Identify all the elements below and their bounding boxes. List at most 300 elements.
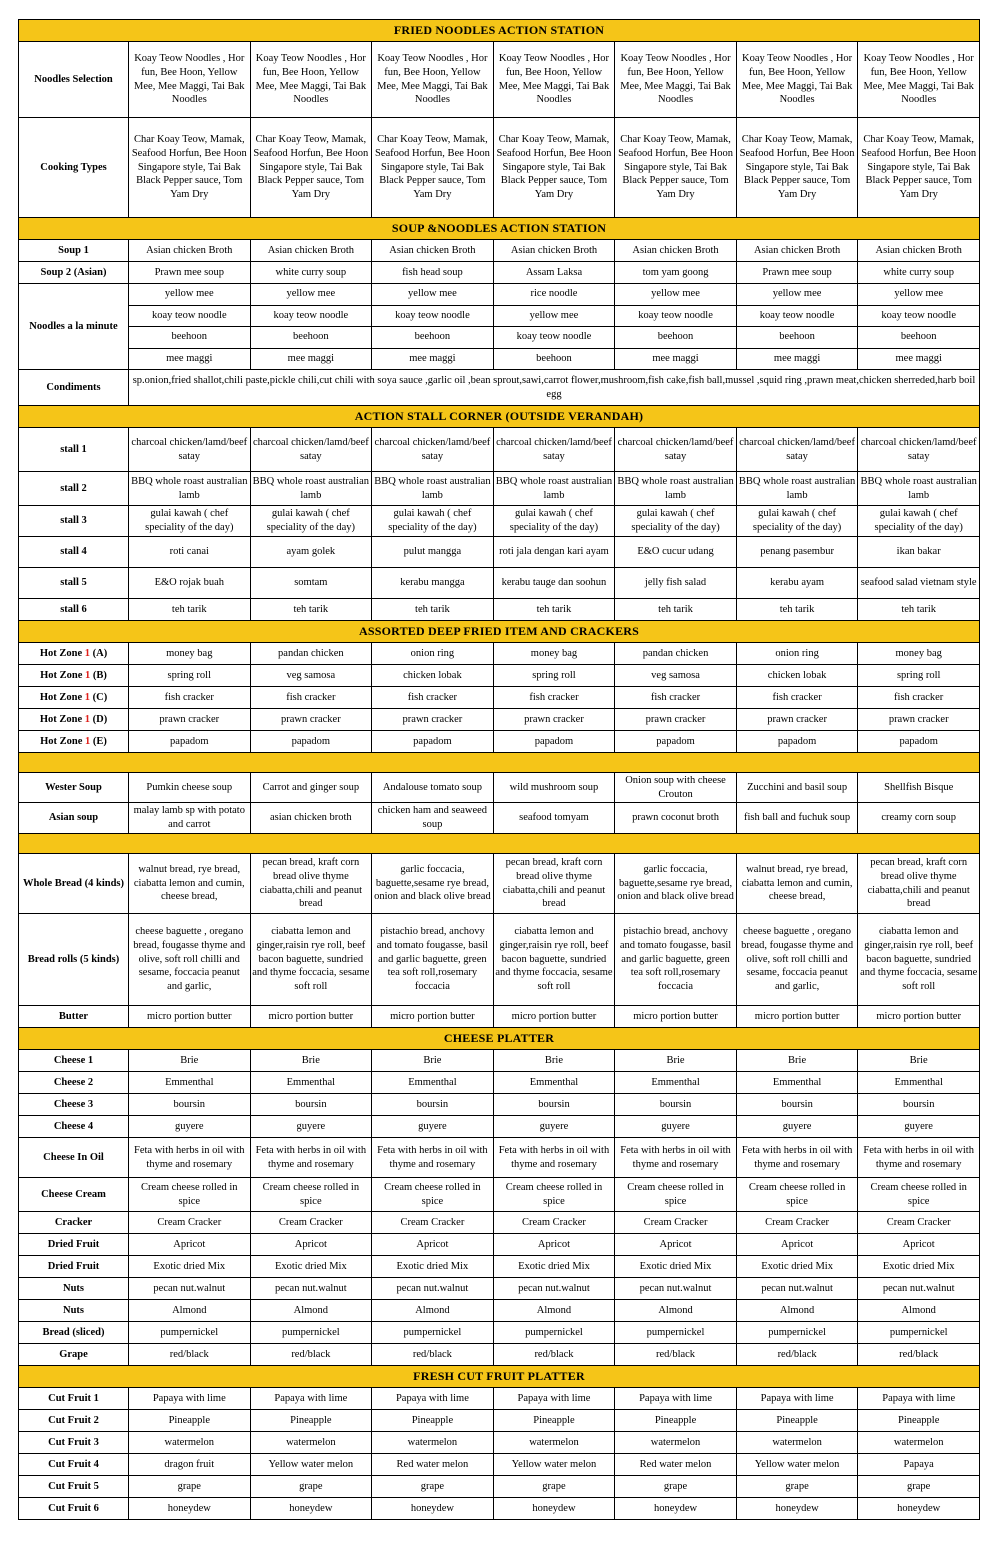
menu-row	[19, 1178, 980, 1212]
hot-zone-prefix: Hot Zone	[39, 647, 85, 659]
menu-cell: pumpernickel	[129, 1322, 251, 1344]
menu-cell: yellow mee	[736, 284, 858, 306]
menu-row	[19, 428, 980, 472]
menu-cell: cheese baguette , oregano bread, fougasse thyme and olive, soft roll chilli and sesame, foccacia peanut and garlic,	[736, 914, 858, 1006]
menu-cell: Shellfish Bisque	[858, 773, 980, 803]
menu-row	[19, 568, 980, 599]
menu-cell: somtam	[250, 568, 372, 599]
menu-cell: Brie	[736, 1050, 858, 1072]
menu-row	[19, 803, 980, 834]
menu-cell: fish cracker	[615, 687, 737, 709]
menu-cell: malay lamb sp with potato and carrot	[129, 803, 251, 834]
section-title: ACTION STALL CORNER (OUTSIDE VERANDAH)	[19, 406, 980, 428]
menu-cell: fish ball and fuchuk soup	[736, 803, 858, 834]
row-label	[19, 731, 129, 753]
menu-cell: Almond	[615, 1300, 737, 1322]
menu-cell: red/black	[250, 1344, 372, 1366]
menu-cell: Asian chicken Broth	[250, 240, 372, 262]
menu-cell: kerabu mangga	[372, 568, 494, 599]
menu-row	[19, 1138, 980, 1178]
menu-cell: Feta with herbs in oil with thyme and rosemary	[858, 1138, 980, 1178]
menu-cell: seafood tomyam	[493, 803, 615, 834]
menu-cell: papadom	[129, 731, 251, 753]
menu-cell: mee maggi	[129, 348, 251, 370]
section-spacer	[19, 834, 980, 854]
menu-cell: prawn cracker	[493, 709, 615, 731]
menu-row	[19, 687, 980, 709]
menu-cell: Almond	[250, 1300, 372, 1322]
menu-cell: charcoal chicken/lamd/beef satay	[493, 428, 615, 472]
menu-cell: Exotic dried Mix	[736, 1256, 858, 1278]
menu-cell: Brie	[493, 1050, 615, 1072]
menu-cell: mee maggi	[858, 348, 980, 370]
menu-cell: Papaya with lime	[858, 1388, 980, 1410]
menu-cell: Papaya with lime	[736, 1388, 858, 1410]
menu-cell: Emmenthal	[372, 1072, 494, 1094]
section-header-row	[19, 218, 980, 240]
hot-zone-prefix: Hot Zone	[40, 669, 86, 681]
menu-cell: papadom	[736, 731, 858, 753]
menu-cell: creamy corn soup	[858, 803, 980, 834]
menu-cell: watermelon	[372, 1432, 494, 1454]
row-label	[19, 665, 129, 687]
menu-cell: Almond	[858, 1300, 980, 1322]
menu-cell: red/black	[129, 1344, 251, 1366]
row-label: stall 5	[19, 568, 129, 599]
menu-cell: Cream Cracker	[493, 1212, 615, 1234]
menu-cell: grape	[250, 1476, 372, 1498]
menu-cell: Cream Cracker	[615, 1212, 737, 1234]
menu-row	[19, 1212, 980, 1234]
section-title: ASSORTED DEEP FRIED ITEM AND CRACKERS	[19, 621, 980, 643]
menu-cell: Koay Teow Noodles , Hor fun, Bee Hoon, Yellow Mee, Mee Maggi, Tai Bak Noodles	[129, 42, 251, 118]
menu-cell: pandan chicken	[250, 643, 372, 665]
menu-cell: Papaya with lime	[250, 1388, 372, 1410]
row-label	[19, 709, 129, 731]
menu-cell: honeydew	[372, 1498, 494, 1520]
menu-cell: teh tarik	[250, 599, 372, 621]
menu-row	[19, 1072, 980, 1094]
menu-cell: Asian chicken Broth	[129, 240, 251, 262]
menu-cell: Asian chicken Broth	[493, 240, 615, 262]
menu-row	[19, 1498, 980, 1520]
section-header-row	[19, 834, 980, 854]
row-label: stall 1	[19, 428, 129, 472]
menu-cell: Emmenthal	[129, 1072, 251, 1094]
menu-cell: Char Koay Teow, Mamak, Seafood Horfun, Bee Hoon Singapore style, Tai Bak Black Pepper sauce, Tom Yam Dry	[250, 118, 372, 218]
row-label: Whole Bread (4 kinds)	[19, 854, 129, 914]
menu-cell: micro portion butter	[858, 1006, 980, 1028]
menu-cell: pecan bread, kraft corn bread olive thyme ciabatta,chili and peanut bread	[858, 854, 980, 914]
hot-zone-number: 1	[84, 713, 90, 725]
menu-cell: Apricot	[129, 1234, 251, 1256]
menu-cell: Pineapple	[736, 1410, 858, 1432]
section-title: CHEESE PLATTER	[19, 1028, 980, 1050]
menu-cell: micro portion butter	[372, 1006, 494, 1028]
menu-cell: Papaya with lime	[129, 1388, 251, 1410]
menu-cell: asian chicken broth	[250, 803, 372, 834]
menu-cell: fish head soup	[372, 262, 494, 284]
menu-cell: Exotic dried Mix	[858, 1256, 980, 1278]
menu-cell: Apricot	[250, 1234, 372, 1256]
menu-cell: Apricot	[858, 1234, 980, 1256]
menu-cell: yellow mee	[372, 284, 494, 306]
menu-row	[19, 1432, 980, 1454]
row-label: stall 4	[19, 537, 129, 568]
menu-cell: Emmenthal	[615, 1072, 737, 1094]
row-label: stall 3	[19, 506, 129, 537]
menu-cell: micro portion butter	[129, 1006, 251, 1028]
menu-cell: Apricot	[372, 1234, 494, 1256]
hot-zone-suffix: (D)	[89, 713, 108, 725]
menu-cell: Cream Cracker	[372, 1212, 494, 1234]
menu-cell: guyere	[736, 1116, 858, 1138]
menu-cell: teh tarik	[858, 599, 980, 621]
menu-cell: Zucchini and basil soup	[736, 773, 858, 803]
menu-cell: charcoal chicken/lamd/beef satay	[250, 428, 372, 472]
menu-cell: prawn cracker	[858, 709, 980, 731]
menu-cell: fish cracker	[736, 687, 858, 709]
menu-cell: yellow mee	[858, 284, 980, 306]
menu-cell: pistachio bread, anchovy and tomato fougasse, basil and garlic baguette, green tea soft roll,rosemary foccacia	[615, 914, 737, 1006]
menu-cell: pumpernickel	[493, 1322, 615, 1344]
menu-cell: cheese baguette , oregano bread, fougasse thyme and olive, soft roll chilli and sesame, foccacia peanut and garlic,	[129, 914, 251, 1006]
menu-cell: pistachio bread, anchovy and tomato fougasse, basil and garlic baguette, green tea soft roll,rosemary foccacia	[372, 914, 494, 1006]
menu-row	[19, 1234, 980, 1256]
menu-cell: Feta with herbs in oil with thyme and rosemary	[493, 1138, 615, 1178]
menu-row	[19, 1006, 980, 1028]
section-title: FRIED NOODLES ACTION STATION	[19, 20, 980, 42]
menu-cell: honeydew	[129, 1498, 251, 1520]
condiments-row	[19, 370, 980, 406]
menu-cell: red/black	[615, 1344, 737, 1366]
menu-row	[19, 854, 980, 914]
menu-cell: guyere	[493, 1116, 615, 1138]
menu-cell: prawn cracker	[250, 709, 372, 731]
menu-cell: Asian chicken Broth	[615, 240, 737, 262]
menu-cell: fish cracker	[493, 687, 615, 709]
menu-cell: Cream cheese rolled in spice	[129, 1178, 251, 1212]
menu-cell: yellow mee	[129, 284, 251, 306]
hot-zone-suffix: (B)	[90, 669, 107, 681]
buffet-menu-table	[18, 19, 980, 1520]
noodle-row	[19, 284, 980, 306]
menu-cell: white curry soup	[250, 262, 372, 284]
menu-cell: pumpernickel	[372, 1322, 494, 1344]
menu-cell: Prawn mee soup	[736, 262, 858, 284]
menu-cell: Cream cheese rolled in spice	[372, 1178, 494, 1212]
menu-cell: honeydew	[615, 1498, 737, 1520]
menu-cell: Koay Teow Noodles , Hor fun, Bee Hoon, Yellow Mee, Mee Maggi, Tai Bak Noodles	[493, 42, 615, 118]
menu-cell: papadom	[858, 731, 980, 753]
row-label: stall 6	[19, 599, 129, 621]
menu-cell: teh tarik	[615, 599, 737, 621]
menu-cell: Emmenthal	[250, 1072, 372, 1094]
menu-cell: watermelon	[615, 1432, 737, 1454]
menu-cell: Feta with herbs in oil with thyme and rosemary	[615, 1138, 737, 1178]
menu-cell: grape	[372, 1476, 494, 1498]
menu-row	[19, 665, 980, 687]
menu-cell: Exotic dried Mix	[493, 1256, 615, 1278]
row-label: Condiments	[19, 370, 129, 406]
menu-cell: spring roll	[493, 665, 615, 687]
menu-cell: watermelon	[493, 1432, 615, 1454]
row-label: Cut Fruit 1	[19, 1388, 129, 1410]
menu-cell: chicken lobak	[372, 665, 494, 687]
menu-cell: onion ring	[736, 643, 858, 665]
menu-cell: prawn cracker	[615, 709, 737, 731]
noodle-row	[19, 348, 980, 370]
section-header-row	[19, 753, 980, 773]
hot-zone-suffix: (A)	[89, 647, 108, 659]
menu-row	[19, 709, 980, 731]
menu-cell: koay teow noodle	[129, 305, 251, 327]
menu-cell: Apricot	[615, 1234, 737, 1256]
menu-cell: koay teow noodle	[736, 305, 858, 327]
menu-row	[19, 1454, 980, 1476]
section-spacer	[19, 753, 980, 773]
menu-cell: pecan bread, kraft corn bread olive thyme ciabatta,chili and peanut bread	[250, 854, 372, 914]
menu-cell: Apricot	[493, 1234, 615, 1256]
menu-row	[19, 599, 980, 621]
menu-cell: teh tarik	[129, 599, 251, 621]
row-label: stall 2	[19, 472, 129, 506]
menu-cell: gulai kawah ( chef speciality of the day)	[129, 506, 251, 537]
menu-cell: white curry soup	[858, 262, 980, 284]
hot-zone-prefix: Hot Zone	[40, 735, 86, 747]
menu-cell: fish cracker	[858, 687, 980, 709]
row-label: Cut Fruit 5	[19, 1476, 129, 1498]
menu-cell: pumpernickel	[250, 1322, 372, 1344]
menu-cell: guyere	[615, 1116, 737, 1138]
menu-cell: Almond	[372, 1300, 494, 1322]
menu-cell: Pineapple	[129, 1410, 251, 1432]
menu-cell: wild mushroom soup	[493, 773, 615, 803]
condiments-cell: sp.onion,fried shallot,chili paste,pickle chili,cut chili with soya sauce ,garlic oil ,bean sprout,sawi,carrot flower,mushroom,fish cake,fish ball,mussel ,squid ring ,prawn meat,chicken sherreded,harb boil egg	[129, 370, 980, 406]
row-label: Soup 1	[19, 240, 129, 262]
menu-cell: chicken lobak	[736, 665, 858, 687]
menu-cell: gulai kawah ( chef speciality of the day)	[493, 506, 615, 537]
menu-row	[19, 1476, 980, 1498]
menu-cell: onion ring	[372, 643, 494, 665]
menu-cell: walnut bread, rye bread, ciabatta lemon and cumin, cheese bread,	[736, 854, 858, 914]
menu-cell: yellow mee	[493, 305, 615, 327]
menu-cell: Red water melon	[372, 1454, 494, 1476]
menu-row	[19, 240, 980, 262]
menu-cell: Asian chicken Broth	[372, 240, 494, 262]
menu-cell: micro portion butter	[250, 1006, 372, 1028]
menu-cell: BBQ whole roast australian lamb	[858, 472, 980, 506]
menu-cell: Andalouse tomato soup	[372, 773, 494, 803]
menu-cell: yellow mee	[250, 284, 372, 306]
menu-cell: kerabu tauge dan soohun	[493, 568, 615, 599]
menu-row	[19, 1344, 980, 1366]
menu-cell: boursin	[493, 1094, 615, 1116]
menu-cell: Cream Cracker	[736, 1212, 858, 1234]
menu-cell: papadom	[250, 731, 372, 753]
menu-cell: koay teow noodle	[493, 327, 615, 349]
menu-cell: micro portion butter	[493, 1006, 615, 1028]
row-label: Cut Fruit 3	[19, 1432, 129, 1454]
menu-cell: BBQ whole roast australian lamb	[129, 472, 251, 506]
menu-cell: pecan bread, kraft corn bread olive thyme ciabatta,chili and peanut bread	[493, 854, 615, 914]
menu-cell: mee maggi	[615, 348, 737, 370]
menu-row	[19, 118, 980, 218]
menu-cell: red/black	[372, 1344, 494, 1366]
row-label	[19, 643, 129, 665]
menu-cell: Pumkin cheese soup	[129, 773, 251, 803]
menu-cell: Emmenthal	[493, 1072, 615, 1094]
menu-cell: koay teow noodle	[372, 305, 494, 327]
menu-cell: Cream cheese rolled in spice	[736, 1178, 858, 1212]
menu-row	[19, 1050, 980, 1072]
menu-cell: Emmenthal	[736, 1072, 858, 1094]
menu-cell: prawn coconut broth	[615, 803, 737, 834]
menu-cell: Exotic dried Mix	[250, 1256, 372, 1278]
menu-cell: honeydew	[736, 1498, 858, 1520]
menu-cell: Exotic dried Mix	[372, 1256, 494, 1278]
menu-cell: Brie	[250, 1050, 372, 1072]
menu-cell: grape	[129, 1476, 251, 1498]
menu-cell: pecan nut.walnut	[129, 1278, 251, 1300]
menu-cell: papadom	[615, 731, 737, 753]
menu-cell: charcoal chicken/lamd/beef satay	[858, 428, 980, 472]
row-label: Noodles a la minute	[19, 284, 129, 370]
row-label: Noodles Selection	[19, 42, 129, 118]
section-title: FRESH CUT FRUIT PLATTER	[19, 1366, 980, 1388]
menu-cell: watermelon	[129, 1432, 251, 1454]
menu-cell: walnut bread, rye bread, ciabatta lemon and cumin, cheese bread,	[129, 854, 251, 914]
menu-cell: Onion soup with cheese Crouton	[615, 773, 737, 803]
menu-cell: Cream Cracker	[250, 1212, 372, 1234]
menu-cell: Pineapple	[250, 1410, 372, 1432]
menu-row	[19, 731, 980, 753]
menu-cell: Almond	[736, 1300, 858, 1322]
menu-cell: Feta with herbs in oil with thyme and rosemary	[250, 1138, 372, 1178]
menu-cell: BBQ whole roast australian lamb	[493, 472, 615, 506]
menu-cell: Char Koay Teow, Mamak, Seafood Horfun, Bee Hoon Singapore style, Tai Bak Black Pepper sauce, Tom Yam Dry	[615, 118, 737, 218]
menu-row	[19, 1278, 980, 1300]
row-label: Cheese In Oil	[19, 1138, 129, 1178]
menu-cell: teh tarik	[736, 599, 858, 621]
menu-cell: jelly fish salad	[615, 568, 737, 599]
menu-cell: Almond	[129, 1300, 251, 1322]
row-label: Cut Fruit 6	[19, 1498, 129, 1520]
menu-cell: penang pasembur	[736, 537, 858, 568]
row-label: Cheese 1	[19, 1050, 129, 1072]
menu-cell: guyere	[129, 1116, 251, 1138]
menu-cell: dragon fruit	[129, 1454, 251, 1476]
menu-cell: boursin	[615, 1094, 737, 1116]
menu-cell: red/black	[493, 1344, 615, 1366]
row-label: Butter	[19, 1006, 129, 1028]
section-header-row	[19, 1028, 980, 1050]
menu-cell: Koay Teow Noodles , Hor fun, Bee Hoon, Yellow Mee, Mee Maggi, Tai Bak Noodles	[615, 42, 737, 118]
menu-cell: Feta with herbs in oil with thyme and rosemary	[736, 1138, 858, 1178]
menu-cell: grape	[736, 1476, 858, 1498]
menu-cell: Char Koay Teow, Mamak, Seafood Horfun, Bee Hoon Singapore style, Tai Bak Black Pepper sauce, Tom Yam Dry	[372, 118, 494, 218]
menu-cell: beehoon	[858, 327, 980, 349]
menu-cell: boursin	[129, 1094, 251, 1116]
menu-cell: charcoal chicken/lamd/beef satay	[615, 428, 737, 472]
hot-zone-number: 1	[84, 691, 90, 703]
menu-row	[19, 914, 980, 1006]
menu-cell: charcoal chicken/lamd/beef satay	[129, 428, 251, 472]
row-label	[19, 687, 129, 709]
menu-cell: boursin	[250, 1094, 372, 1116]
menu-row	[19, 1094, 980, 1116]
menu-cell: chicken ham and seaweed soup	[372, 803, 494, 834]
menu-cell: grape	[858, 1476, 980, 1498]
menu-cell: boursin	[858, 1094, 980, 1116]
menu-cell: honeydew	[858, 1498, 980, 1520]
menu-cell: spring roll	[129, 665, 251, 687]
menu-cell: Brie	[129, 1050, 251, 1072]
row-label: Cut Fruit 4	[19, 1454, 129, 1476]
row-label: Wester Soup	[19, 773, 129, 803]
menu-cell: watermelon	[858, 1432, 980, 1454]
menu-cell: Pineapple	[493, 1410, 615, 1432]
menu-cell: ciabatta lemon and ginger,raisin rye roll, beef bacon baguette, sundried and thyme foccacia, sesame soft roll	[858, 914, 980, 1006]
row-label: Cut Fruit 2	[19, 1410, 129, 1432]
menu-cell: seafood salad vietnam style	[858, 568, 980, 599]
menu-cell: Char Koay Teow, Mamak, Seafood Horfun, Bee Hoon Singapore style, Tai Bak Black Pepper sauce, Tom Yam Dry	[858, 118, 980, 218]
menu-cell: beehoon	[372, 327, 494, 349]
menu-cell: gulai kawah ( chef speciality of the day)	[858, 506, 980, 537]
menu-cell: roti canai	[129, 537, 251, 568]
menu-cell: prawn cracker	[736, 709, 858, 731]
menu-cell: prawn cracker	[372, 709, 494, 731]
menu-cell: ikan bakar	[858, 537, 980, 568]
row-label: Bread (sliced)	[19, 1322, 129, 1344]
menu-cell: pecan nut.walnut	[493, 1278, 615, 1300]
menu-cell: honeydew	[493, 1498, 615, 1520]
row-label: Cracker	[19, 1212, 129, 1234]
menu-cell: pecan nut.walnut	[736, 1278, 858, 1300]
section-header-row	[19, 406, 980, 428]
row-label: Cheese 2	[19, 1072, 129, 1094]
menu-cell: beehoon	[493, 348, 615, 370]
menu-row	[19, 537, 980, 568]
menu-cell: Char Koay Teow, Mamak, Seafood Horfun, Bee Hoon Singapore style, Tai Bak Black Pepper sauce, Tom Yam Dry	[493, 118, 615, 218]
menu-cell: BBQ whole roast australian lamb	[736, 472, 858, 506]
menu-cell: Red water melon	[615, 1454, 737, 1476]
row-label: Soup 2 (Asian)	[19, 262, 129, 284]
menu-cell: Koay Teow Noodles , Hor fun, Bee Hoon, Yellow Mee, Mee Maggi, Tai Bak Noodles	[250, 42, 372, 118]
menu-cell: money bag	[858, 643, 980, 665]
menu-cell: Cream cheese rolled in spice	[250, 1178, 372, 1212]
row-label: Nuts	[19, 1278, 129, 1300]
menu-cell: beehoon	[615, 327, 737, 349]
menu-cell: BBQ whole roast australian lamb	[250, 472, 372, 506]
menu-cell: red/black	[858, 1344, 980, 1366]
hot-zone-number: 1	[85, 735, 91, 747]
menu-cell: pulut mangga	[372, 537, 494, 568]
menu-cell: money bag	[493, 643, 615, 665]
menu-cell: rice noodle	[493, 284, 615, 306]
menu-cell: Koay Teow Noodles , Hor fun, Bee Hoon, Yellow Mee, Mee Maggi, Tai Bak Noodles	[372, 42, 494, 118]
hot-zone-suffix: (E)	[90, 735, 107, 747]
menu-cell: Brie	[372, 1050, 494, 1072]
noodle-row	[19, 305, 980, 327]
menu-cell: gulai kawah ( chef speciality of the day)	[736, 506, 858, 537]
menu-cell: Pineapple	[372, 1410, 494, 1432]
menu-cell: charcoal chicken/lamd/beef satay	[736, 428, 858, 472]
menu-row	[19, 42, 980, 118]
menu-cell: pecan nut.walnut	[615, 1278, 737, 1300]
section-header-row	[19, 1366, 980, 1388]
menu-cell: pecan nut.walnut	[250, 1278, 372, 1300]
